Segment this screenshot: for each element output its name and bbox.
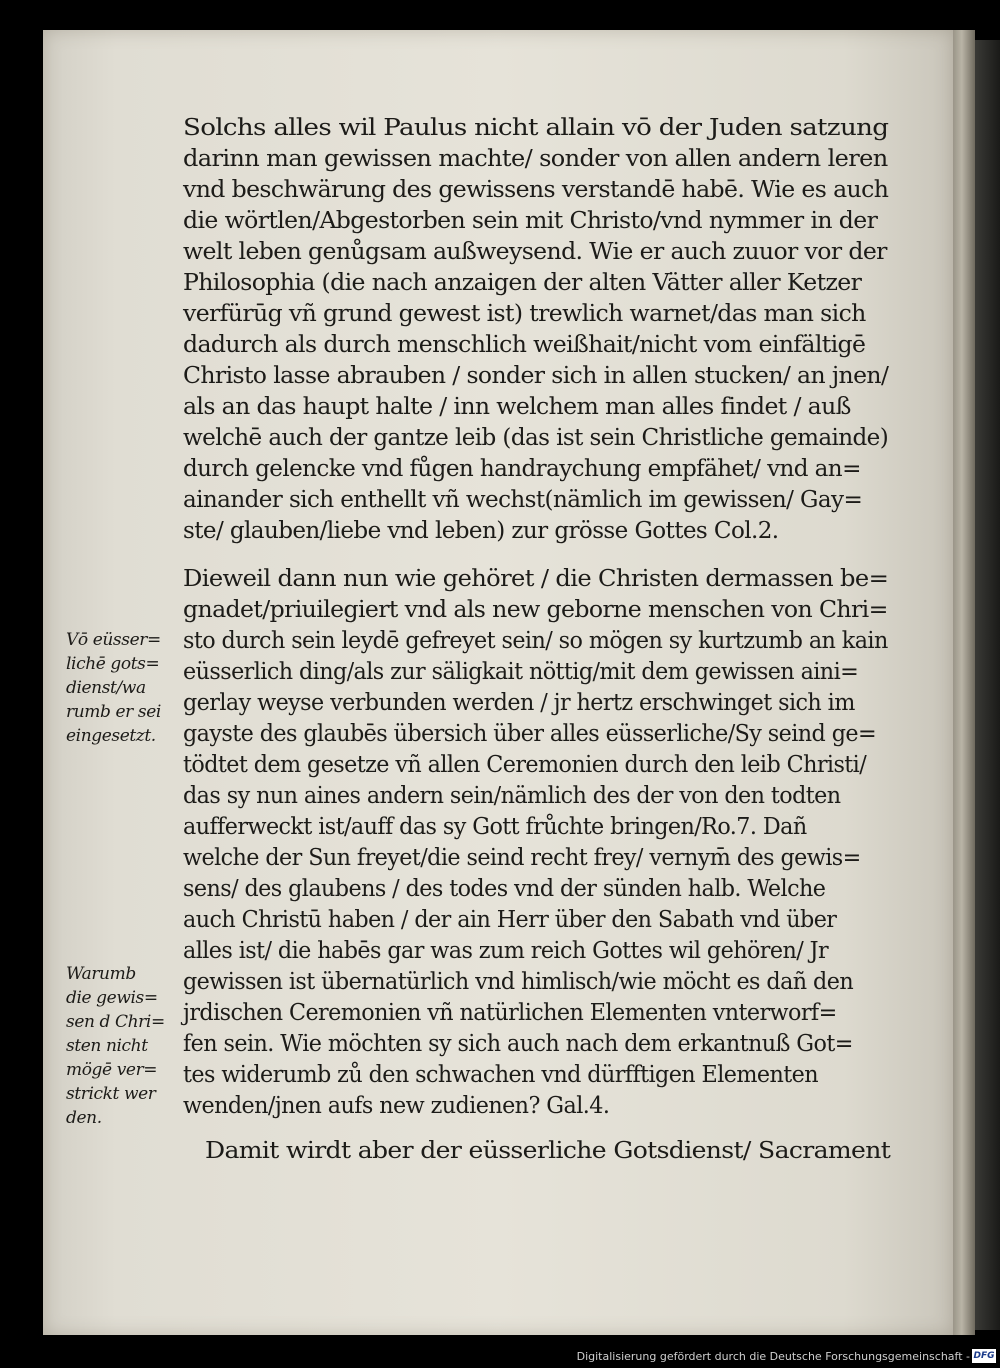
text-line: alles ist/ die habēs gar was zum reich Gottes wil gehören/ Jr — [183, 938, 829, 964]
margin-line: rumb er sei — [66, 702, 161, 722]
text-line: dadurch als durch menschlich weißhait/nicht vom einfältigē — [183, 332, 866, 358]
text-line: gerlay weyse verbunden werden / jr hertz erschwinget sich im — [183, 690, 855, 716]
text-line: tödtet dem gesetze vñ allen Ceremonien durch den leib Christi/ — [183, 752, 867, 778]
text-line: die wörtlen/Abgestorben sein mit Christo/vnd nymmer in der — [183, 208, 878, 234]
text-line: gayste des glaubēs übersich über alles eüsserliche/Sy seind ge= — [183, 721, 877, 747]
margin-line: dienst/wa — [66, 678, 146, 698]
text-line: aufferweckt ist/auff das sy Gott frůchte bringen/Ro.7. Dañ — [183, 814, 807, 840]
margin-line: strickt wer — [66, 1084, 156, 1104]
text-line: Philosophia (die nach anzaigen der alten Vätter aller Ketzer — [183, 270, 862, 296]
margin-note-1 — [66, 628, 161, 748]
text-line: Christo lasse abrauben / sonder sich in allen stucken/ an jnen/ — [183, 363, 889, 389]
margin-line: sen d Chri= — [66, 1012, 165, 1032]
binding-shadow — [975, 40, 1000, 1330]
text-line: Dieweil dann nun wie gehöret / die Christen dermassen be= — [183, 566, 889, 592]
margin-line: mögē ver= — [66, 1060, 158, 1080]
margin-line: eingesetzt. — [66, 726, 156, 746]
text-line: ainander sich enthellt vñ wechst(nämlich im gewissen/ Gay= — [183, 487, 863, 513]
text-line: jrdischen Ceremonien vñ natürlichen Elementen vnterworf= — [183, 1000, 837, 1026]
text-line: welche der Sun freyet/die seind recht frey/ vernym̄ des gewis= — [183, 845, 861, 871]
text-line: wenden/jnen aufs new zudienen? Gal.4. — [183, 1093, 610, 1119]
page-edge — [953, 30, 975, 1335]
paragraph-3 — [205, 1136, 891, 1167]
margin-line: Warumb — [66, 964, 136, 984]
footer-bar — [0, 1345, 1000, 1368]
margin-line: sten nicht — [66, 1036, 148, 1056]
margin-line: die gewis= — [66, 988, 158, 1008]
text-line: verfürūg vñ grund gewest ist) trewlich warnet/das man sich — [183, 301, 866, 327]
text-line: als an das haupt halte / inn welchem man alles findet / auß — [183, 394, 851, 420]
text-line: welt leben genůgsam außweysend. Wie er auch zuuor vor der — [183, 239, 887, 265]
margin-line: Vō eüsser= — [66, 630, 161, 650]
text-line: vnd beschwärung des gewissens verstandē habē. Wie es auch — [183, 177, 889, 203]
text-line: darinn man gewissen machte/ sonder von allen andern leren — [183, 146, 888, 172]
text-line: durch gelencke vnd fůgen handraychung empfähet/ vnd an= — [183, 456, 861, 482]
text-line: das sy nun aines andern sein/nämlich des der von den todten — [183, 783, 841, 809]
text-line: sto durch sein leydē gefreyet sein/ so mögen sy kurtzumb an kain — [183, 628, 888, 654]
paragraph-2 — [183, 564, 911, 1122]
margin-line: lichē gots= — [66, 654, 160, 674]
text-line: gnadet/priuilegiert vnd als new geborne menschen von Chri= — [183, 597, 888, 623]
margin-note-2 — [66, 962, 165, 1130]
text-line: Damit wirdt aber der eüsserliche Gotsdienst/ Sacrament — [205, 1138, 891, 1164]
paragraph-1 — [183, 113, 889, 547]
text-line: sens/ des glaubens / des todes vnd der sünden halb. Welche — [183, 876, 826, 902]
text-line: eüsserlich ding/als zur säligkait nöttig/mit dem gewissen aini= — [183, 659, 859, 685]
text-line: ste/ glauben/liebe vnd leben) zur grösse Gottes Col.2. — [183, 518, 779, 544]
text-line: gewissen ist übernatürlich vnd himlisch/wie möcht es dañ den — [183, 969, 854, 995]
text-line: Solchs alles wil Paulus nicht allain vō der Juden satzung — [183, 115, 889, 141]
text-line: welchē auch der gantze leib (das ist sein Christliche gemainde) — [183, 425, 889, 451]
dfg-logo: DFG — [973, 1351, 995, 1361]
footer-credit: Digitalisierung gefördert durch die Deutsche Forschungsgemeinschaft - — [576, 1350, 970, 1363]
text-line: tes widerumb zů den schwachen vnd dürfftigen Elementen — [183, 1062, 819, 1088]
text-line: fen sein. Wie möchten sy sich auch nach dem erkantnuß Got= — [183, 1031, 853, 1057]
text-line: auch Christū haben / der ain Herr über den Sabath vnd über — [183, 907, 837, 933]
margin-line: den. — [66, 1108, 102, 1128]
